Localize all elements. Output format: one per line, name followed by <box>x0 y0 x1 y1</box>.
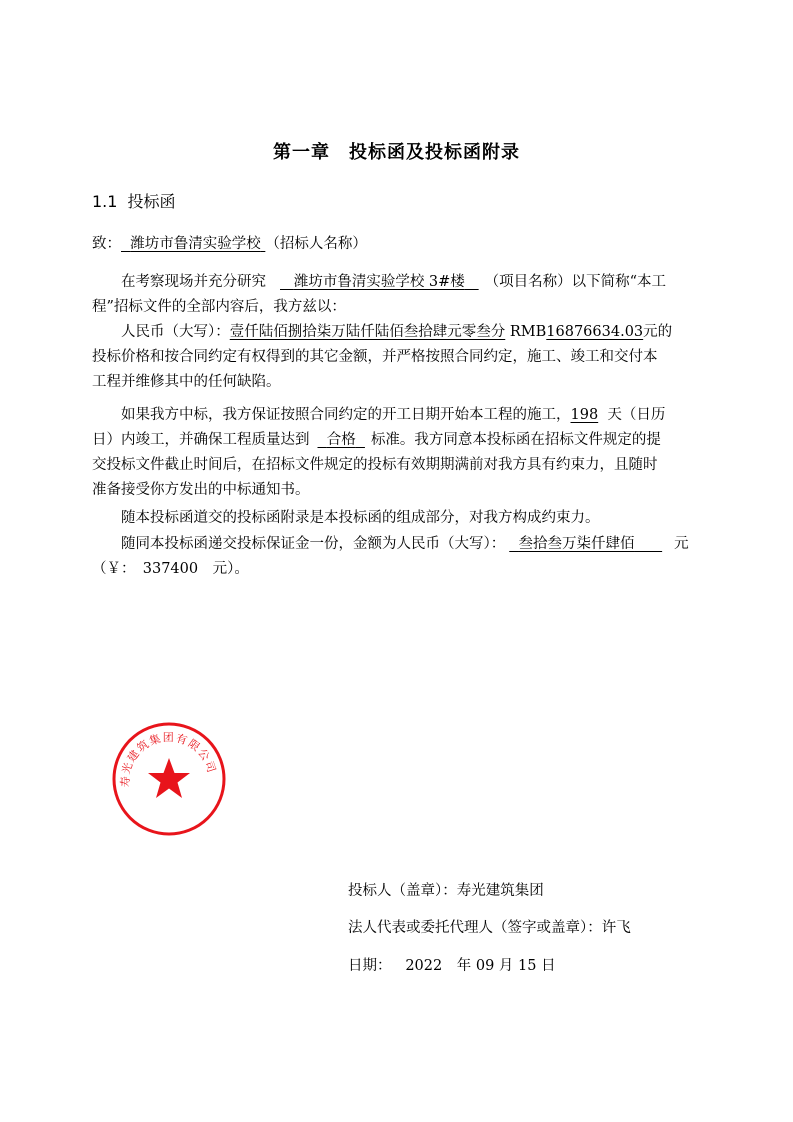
recipient-line <box>92 232 712 256</box>
recipient-prefix: 致： <box>92 236 121 252</box>
seal-graphic <box>110 720 228 838</box>
para1-line2: 程”招标文件的全部内容后，我方兹以： <box>92 299 346 315</box>
recipient-name: 潍坊市鲁清实验学校 <box>130 236 261 252</box>
representative-name: 许飞 <box>601 920 631 936</box>
para3-line4: 准备接受你方发出的中标通知书。 <box>92 482 310 498</box>
company-seal <box>110 720 228 838</box>
para3-line1: 如果我方中标，我方保证按照合同约定的开工日期开始本工程的施工，198 天（日历 <box>121 407 666 423</box>
para5-line2: （￥： 337400 元）。 <box>92 561 249 577</box>
para3-line2: 日）内竣工，并确保工程质量达到 合格 标准。我方同意本投标函在招标文件规定的提 <box>92 432 661 448</box>
para4: 随本投标函道交的投标函附录是本投标函的组成部分，对我方构成约束力。 <box>121 510 600 526</box>
sign-date: 2022 年 09 月 15 日 <box>405 958 556 974</box>
amount-in-words: 壹仟陆佰捌拾柒万陆仟陆佰叁拾肆元零叁分 <box>229 324 506 340</box>
para5-line1: 随同本投标函递交投标保证金一份，金额为人民币（大写）： 叁拾叁万柒仟肆佰 元 <box>121 536 689 552</box>
para2-line1: 人民币（大写）：壹仟陆佰捌拾柒万陆仟陆佰叁拾肆元零叁分 RMB16876634.03元的 <box>121 324 673 340</box>
svg-text:寿光建筑集团有限公司: 寿光建筑集团有限公司 <box>118 731 219 788</box>
section-title-text: 投标函 <box>127 192 176 211</box>
para3-line3: 交投标文件截止时间后，在招标文件规定的投标有效期期满前对我方具有约束力，且随时 <box>92 457 658 473</box>
section-title <box>92 189 175 212</box>
section-number: 1.1 <box>92 192 118 211</box>
chapter-title: 第一章 投标函及投标函附录 <box>273 142 520 163</box>
representative-line: 法人代表或委托代理人（签字或盖章）：许飞 <box>348 920 631 936</box>
para2-line3: 工程并维修其中的任何缺陷。 <box>92 374 281 390</box>
para1-line1: 在考察现场并充分研究 潍坊市鲁清实验学校 3#楼 （项目名称）以下简称“本工 <box>121 274 667 290</box>
recipient-suffix: （招标人名称） <box>265 236 367 252</box>
para2-line2: 投标价格和按合同约定有权得到的其它金额，并严格按照合同约定，施工、竣工和交付本 <box>92 349 658 365</box>
amount-number: 16876634.03 <box>546 324 644 340</box>
project-name: 潍坊市鲁清实验学校 3#楼 <box>293 274 465 290</box>
quality-standard: 合格 <box>326 432 356 448</box>
date-line: 日期： 2022 年 09 月 15 日 <box>348 958 556 974</box>
deposit-in-words: 叁拾叁万柒仟肆佰 <box>518 536 635 552</box>
bidder-name: 寿光建筑集团 <box>456 883 544 899</box>
bidder-line: 投标人（盖章）：寿光建筑集团 <box>348 883 544 899</box>
seal-star-icon <box>148 758 190 798</box>
rmb-label: RMB <box>509 324 547 340</box>
construction-days: 198 <box>570 407 599 423</box>
